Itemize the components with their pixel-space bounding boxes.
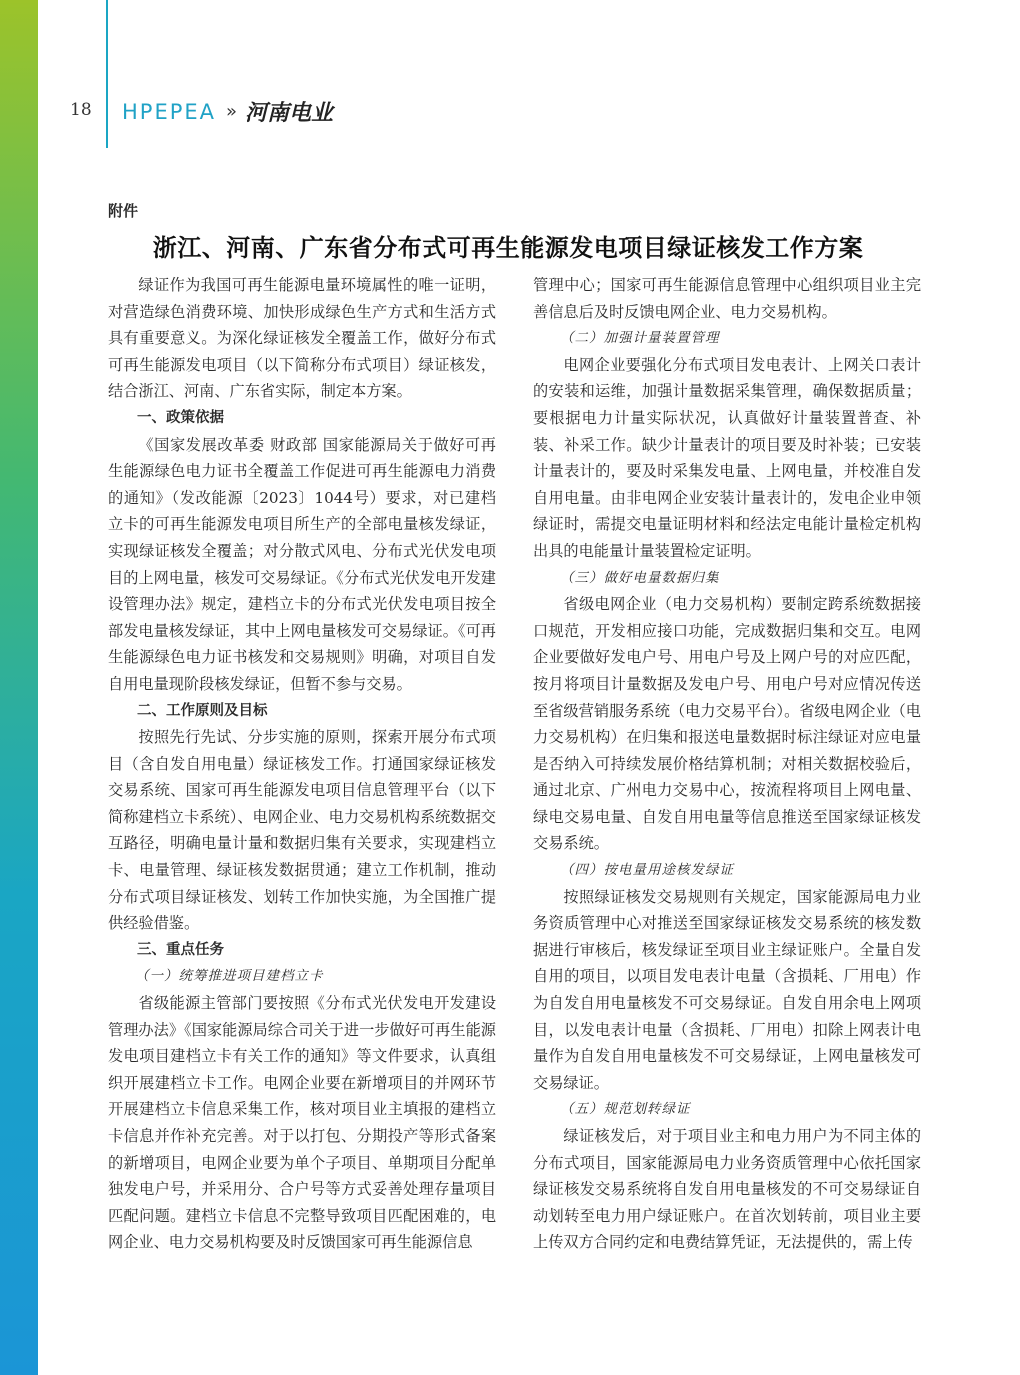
magazine-logo — [122, 96, 333, 127]
paragraph: 电网企业要强化分布式项目发电表计、上网关口表计的安装和运维，加强计量数据采集管理，确保数据质量；要根据电力计量实际状况，认真做好计量装置普查、补装、补采工作。缺少计量表计的项目要及时补装；已安装计量表计的，要及时采集发电量、上网电量，并校准自发自用电量。由非电网企业安装计量表计的，发电企业申领绿证时，需提交电量证明材料和经法定电能计量检定机构出具的电能量计量装置检定证明。 — [533, 355, 921, 560]
paragraph: 绿证作为我国可再生能源电量环境属性的唯一证明，对营造绿色消费环境、加快形成绿色生产方式和生活方式具有重要意义。为深化绿证核发全覆盖工作，做好分布式可再生能源发电项目（以下简称分布式项目）绿证核发，结合浙江、河南、广东省实际，制定本方案。 — [108, 276, 496, 401]
logo-latin-text: HPEPEA — [122, 99, 217, 124]
attachment-label: 附件 — [108, 202, 139, 220]
subsection-heading: （二）加强计量装置管理 — [560, 330, 720, 347]
section-heading: 二、工作原则及目标 — [137, 702, 268, 719]
header-divider-line — [106, 0, 108, 148]
paragraph-continued: 管理中心；国家可再生能源信息管理中心组织项目业主完善信息后及时反馈电网企业、电力交易机构。 — [533, 276, 921, 321]
subsection-heading: （五）规范划转绿证 — [560, 1101, 691, 1118]
left-column — [108, 272, 496, 1256]
paragraph: 省级电网企业（电力交易机构）要制定跨系统数据接口规范，开发相应接口功能，完成数据归集和交互。电网企业要做好发电户号、用电户号及上网户号的对应匹配，按月将项目计量数据及发电户号、用电户号对应情况传送至省级营销服务系统（电力交易平台）。省级电网企业（电力交易机构）在归集和报送电量数据时标注绿证对应电量是否纳入可持续发展价格结算机制；对相关数据校验后，通过北京、广州电力交易中心，按流程将项目上网电量、绿电交易电量、自发自用电量等信息推送至国家绿证核发交易系统。 — [533, 595, 921, 853]
subsection-heading: （四）按电量用途核发绿证 — [560, 862, 734, 879]
article-title: 浙江、河南、广东省分布式可再生能源发电项目绿证核发工作方案 — [152, 233, 864, 262]
section-heading: 一、政策依据 — [137, 409, 224, 426]
section-heading: 三、重点任务 — [137, 941, 224, 958]
right-column — [533, 272, 921, 1256]
logo-chinese-text: 河南电业 — [245, 100, 334, 126]
paragraph: 按照绿证核发交易规则有关规定，国家能源局电力业务资质管理中心对推送至国家绿证核发交易系统的核发数据进行审核后，核发绿证至项目业主绿证账户。全量自发自用的项目，以项目发电表计电量（含损耗、厂用电）作为自发自用电量核发不可交易绿证。自发自用余电上网项目，以发电表计电量（含损耗、厂用电）扣除上网表计电量作为自发自用电量核发不可交易绿证，上网电量核发可交易绿证。 — [533, 887, 921, 1092]
chevron-right-icon: » — [226, 101, 238, 122]
paragraph: 绿证核发后，对于项目业主和电力用户为不同主体的分布式项目，国家能源局电力业务资质管理中心依托国家绿证核发交易系统将自发自用电量核发的不可交易绿证自动划转至电力用户绿证账户。在首次划转前，项目业主要上传双方合同约定和电费结算凭证，无法提供的，需上传 — [533, 1127, 921, 1252]
paragraph: 按照先行先试、分步实施的原则，探索开展分布式项目（含自发自用电量）绿证核发工作。打通国家绿证核发交易系统、国家可再生能源发电项目信息管理平台（以下简称建档立卡系统）、电网企业、电力交易机构系统数据交互路径，明确电量计量和数据归集有关要求，实现建档立卡、电量管理、绿证核发数据贯通；建立工作机制，推动分布式项目绿证核发、划转工作加快实施，为全国推广提供经验借鉴。 — [108, 728, 496, 933]
subsection-heading: （三）做好电量数据归集 — [560, 569, 720, 586]
color-gradient-sidebar — [0, 0, 38, 1375]
paragraph: 《国家发展改革委 财政部 国家能源局关于做好可再生能源绿色电力证书全覆盖工作促进可再生能源电力消费的通知》（发改能源〔2023〕1044号）要求，对已建档立卡的可再生能源发电项目所生产的全部电量核发绿证，实现绿证核发全覆盖；对分散式风电、分布式光伏发电项目的上网电量，核发可交易绿证。《分布式光伏发电开发建设管理办法》规定，建档立卡的分布式光伏发电项目按全部发电量核发绿证，其中上网电量核发可交易绿证。《可再生能源绿色电力证书核发和交易规则》明确，对项目自发自用电量现阶段核发绿证，但暂不参与交易。 — [108, 435, 496, 693]
paragraph: 省级能源主管部门要按照《分布式光伏发电开发建设管理办法》《国家能源局综合司关于进一步做好可再生能源发电项目建档立卡有关工作的通知》等文件要求，认真组织开展建档立卡工作。电网企业要在新增项目的并网环节开展建档立卡信息采集工作，核对项目业主填报的建档立卡信息并作补充完善。对于以打包、分期投产等形式备案的新增项目，电网企业要为单个子项目、单期项目分配单独发电户号，并采用分、合户号等方式妥善处理存量项目匹配问题。建档立卡信息不完整导致项目匹配困难的，电网企业、电力交易机构要及时反馈国家可再生能源信息 — [108, 994, 496, 1252]
subsection-heading: （一）统筹推进项目建档立卡 — [135, 968, 324, 985]
page-number: 18 — [70, 100, 92, 120]
